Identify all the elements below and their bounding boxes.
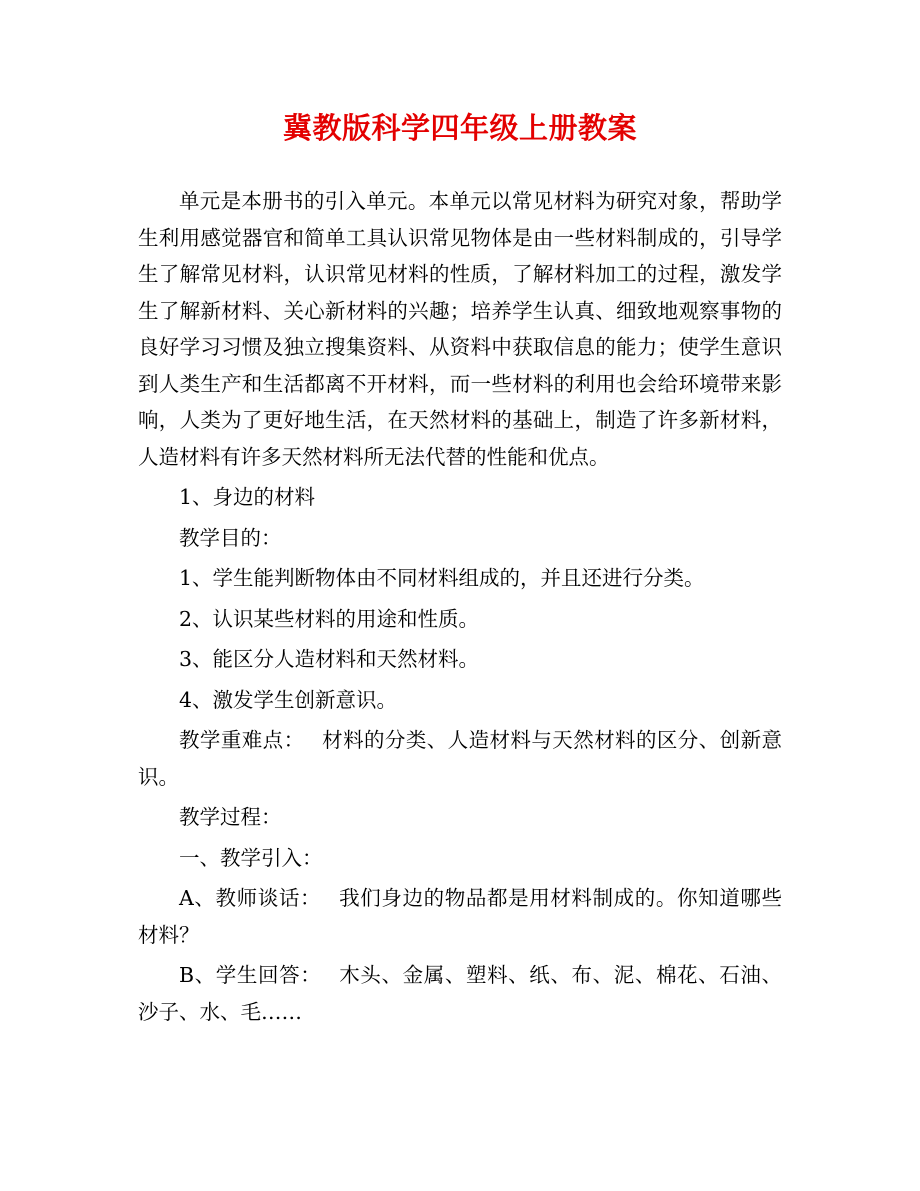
objective-item: 3、能区分人造材料和天然材料。 — [179, 647, 480, 671]
objective-item: 2、认识某些材料的用途和性质。 — [179, 606, 480, 631]
document-body — [138, 183, 782, 1030]
section-heading: 一、教学引入： — [179, 845, 323, 870]
process-heading: 教学过程： — [179, 805, 282, 829]
key-difficulties-paragraph: 教学重难点： 材料的分类、人造材料与天然材料的区分、创新意识。 — [138, 728, 782, 789]
objective-item: 4、激发学生创新意识。 — [179, 687, 398, 712]
document-title: 冀教版科学四年级上册教案 — [282, 111, 637, 145]
student-answer-paragraph: B、学生回答： 木头、金属、塑料、纸、布、泥、棉花、石油、沙子、水、毛…… — [138, 963, 782, 1024]
objective-item: 1、学生能判断物体由不同材料组成的，并且还进行分类。 — [179, 566, 705, 590]
teacher-talk-paragraph: A、教师谈话： 我们身边的物品都是用材料制成的。你知道哪些材料？ — [138, 886, 782, 947]
intro-paragraph: 单元是本册书的引入单元。本单元以常见材料为研究对象，帮助学生利用感觉器官和简单工具认识常见物体是由一些材料制成的，引导学生了解常见材料，认识常见材料的性质，了解材料加工的过程，激发学生了解新材料、关心新材料的兴趣；培养学生认真、细致地观察事物的良好学习习惯及独立搜集资料、从资料中获取信息的能力；使学生意识到人类生产和生活都离不开材料，而一些材料的利用也会给环境带来影响，人类为了更好地生活，在天然材料的基础上，制造了许多新材料，人造材料有许多天然材料所无法代替的性能和优点。 — [138, 189, 782, 469]
lesson-heading: 1、身边的材料 — [179, 485, 316, 509]
objectives-heading: 教学目的： — [179, 525, 282, 550]
